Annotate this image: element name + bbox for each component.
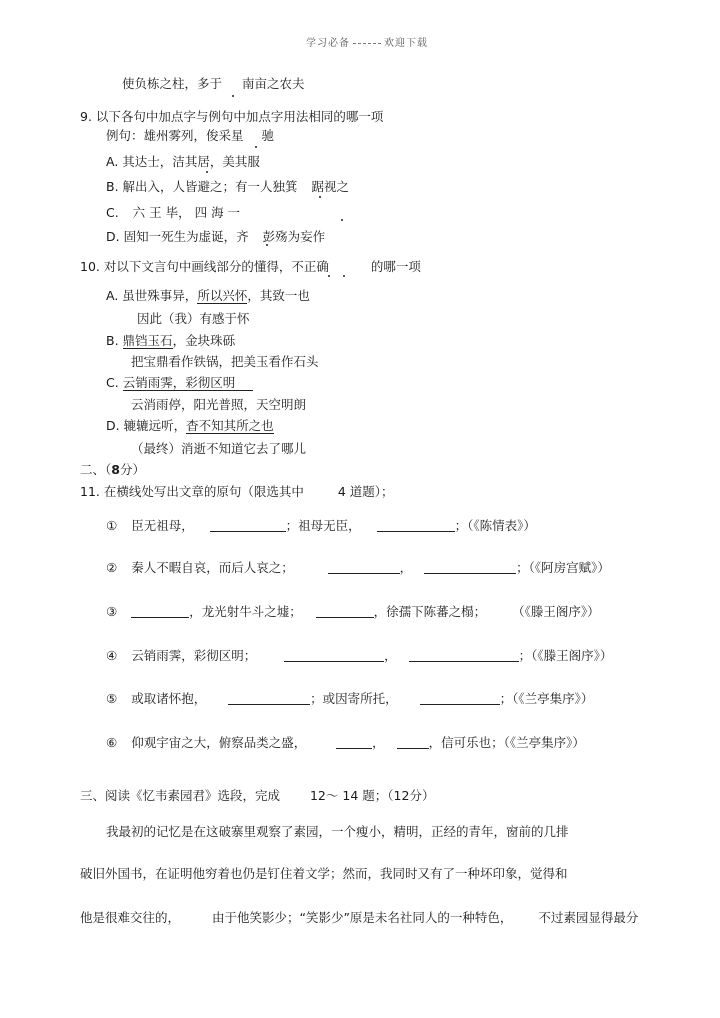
q11-count: 4 xyxy=(337,484,346,499)
option-letter: D. xyxy=(106,229,120,244)
q11-stem xyxy=(80,484,394,500)
q10-stem-text: 10. 对以下文言句中画线部分的懂得，不正确 xyxy=(80,259,329,274)
option-letter: A. xyxy=(106,154,119,169)
q10-option-b xyxy=(106,333,235,349)
q11-item-6 xyxy=(106,735,585,751)
q10-stem xyxy=(80,259,421,275)
section-points: 8 xyxy=(111,462,120,477)
underlined-phrase: 所以兴怀 xyxy=(197,288,248,303)
underlined-phrase: 杳不知其所之也 xyxy=(186,418,274,433)
emphasis-dot xyxy=(232,95,234,97)
section-title-text: 分） xyxy=(119,462,145,477)
option-text: ，其致一也 xyxy=(247,288,310,303)
passage-line-2: 破旧外国书，在证明他穷着也仍是钉住着文学；然而，我同时又有了一种坏印象，觉得和 xyxy=(80,866,568,881)
q9-example-keyword: 驰 xyxy=(261,128,274,143)
item-number: ③ xyxy=(106,604,118,619)
item-text: 秦人不暇自哀，而后人哀之； xyxy=(131,560,294,575)
answer-blank[interactable] xyxy=(131,605,189,618)
q11-item-2 xyxy=(106,560,610,576)
option-text: 其居，美其服 xyxy=(184,154,260,169)
q11-item-5 xyxy=(106,691,593,707)
option-text: ，金块珠砾 xyxy=(172,333,236,348)
answer-blank[interactable] xyxy=(228,692,310,705)
option-letter: D. xyxy=(106,418,120,433)
emphasis-dot xyxy=(266,244,268,246)
item-text: （《滕王阁序》） xyxy=(512,604,600,619)
option-letter: A. xyxy=(106,288,119,303)
q9-option-d xyxy=(106,229,325,245)
section-2-title xyxy=(80,462,145,478)
answer-blank[interactable] xyxy=(284,649,384,662)
option-text: 固知一死生为虚诞，齐 xyxy=(123,229,249,244)
q11-item-3 xyxy=(106,604,600,620)
item-text: ，信可乐也；（《兰亭集序》） xyxy=(428,735,585,750)
emphasis-dot xyxy=(319,196,321,198)
item-text: ， xyxy=(399,560,413,575)
emphasis-dot xyxy=(341,219,343,221)
top-line-part-a: 使负栋之柱，多于 xyxy=(122,76,223,91)
item-text: ；（《阿房宫赋》） xyxy=(516,560,610,575)
q10-option-d-explain: （最终）消逝不知道它去了哪儿 xyxy=(131,441,307,456)
item-text: 臣无祖母， xyxy=(131,518,194,533)
passage-text: 他是很难交往的， xyxy=(80,910,181,925)
answer-blank[interactable] xyxy=(316,605,374,618)
item-text: ；（《滕王阁序》） xyxy=(518,648,613,663)
section-title-text: 分） xyxy=(409,788,435,803)
answer-blank[interactable] xyxy=(420,692,500,705)
page-header xyxy=(306,36,428,52)
q10-option-c xyxy=(106,375,253,391)
section-title-text: 三、阅读《忆韦素园君》选段，完成 xyxy=(80,788,281,803)
item-text: 云销雨霁，彩彻区明； xyxy=(131,648,257,663)
q10-option-d xyxy=(106,418,274,434)
item-text: ，龙光射牛斗之墟； xyxy=(189,604,302,619)
item-number: ④ xyxy=(106,648,118,663)
item-number: ① xyxy=(106,518,118,533)
item-text: ，徐孺下陈蕃之榻； xyxy=(373,604,487,619)
q11-stem-text: 道题）； xyxy=(349,484,394,499)
option-text: 辘辘远听， xyxy=(123,418,187,433)
q9-option-c xyxy=(106,205,240,221)
q11-stem-text: 11. 在横线处写出文章的原句（限选其中 xyxy=(80,484,304,499)
item-text: ， xyxy=(384,648,397,663)
item-text: ；（《陈情表》） xyxy=(454,518,536,533)
option-letter: C. xyxy=(106,375,119,390)
underlined-phrase: 云销雨霁，彩彻区明 xyxy=(123,375,254,391)
answer-blank[interactable] xyxy=(409,649,519,662)
q9-option-a xyxy=(106,154,260,170)
answer-blank[interactable] xyxy=(336,736,372,749)
item-text: 或取诸怀抱， xyxy=(131,691,207,706)
emphasis-dot xyxy=(328,275,330,277)
passage-text: 由于他笑影少；“笑影少”原是未名社同人的一种特色， xyxy=(211,910,513,925)
option-text: 彭殇为妄作 xyxy=(262,229,326,244)
emphasis-dot xyxy=(255,146,257,148)
q9-stem: 9. 以下各句中加点字与例句中加点字用法相同的哪一项 xyxy=(80,109,384,124)
section-points: 12 xyxy=(393,788,410,803)
q10-option-b-explain: 把宝鼎看作铁锅，把美玉看作石头 xyxy=(131,354,319,369)
answer-blank[interactable] xyxy=(397,736,429,749)
q9-example xyxy=(106,128,274,144)
option-letter: B. xyxy=(106,179,119,194)
item-text: ， xyxy=(372,735,385,750)
option-letter: C. xyxy=(106,205,119,220)
answer-blank[interactable] xyxy=(328,561,400,574)
q9-option-b xyxy=(106,179,349,195)
q11-item-1 xyxy=(106,518,536,534)
item-text: ；祖母无臣， xyxy=(285,518,361,533)
q10-option-c-explain: 云消雨停，阳光普照，天空明朗 xyxy=(131,397,307,412)
emphasis-dot xyxy=(343,275,345,277)
option-letter: B. xyxy=(106,333,119,348)
section-3-title xyxy=(80,788,434,804)
section-title-text: 题；（ xyxy=(362,788,394,803)
header-left-text: 学习必备 xyxy=(306,38,350,49)
answer-blank[interactable] xyxy=(377,519,455,532)
option-text: 解出入，人皆避之；有一人独箕 xyxy=(122,179,298,194)
top-line-part-b: 南亩之农夫 xyxy=(241,76,305,91)
item-number: ② xyxy=(106,560,118,575)
header-right-text: 欢迎下载 xyxy=(384,38,428,49)
passage-line-3 xyxy=(80,910,638,926)
option-text: 虽世殊事异， xyxy=(122,288,198,303)
passage-line-1: 我最初的记忆是在这破寨里观察了素园，一个瘦小，精明，正经的青年，窗前的几排 xyxy=(106,824,569,839)
q10-stem-text: 的哪一项 xyxy=(370,259,421,274)
answer-blank[interactable] xyxy=(424,561,516,574)
q10-option-a xyxy=(106,288,310,304)
section-title-text: 二、（ xyxy=(80,462,112,477)
top-line xyxy=(122,76,305,92)
underlined-phrase: 鼎铛玉石 xyxy=(122,333,173,348)
item-number: ⑥ xyxy=(106,735,118,750)
option-text: 踞视之 xyxy=(311,179,350,194)
item-number: ⑤ xyxy=(106,691,118,706)
item-text: ；（《兰亭集序》） xyxy=(499,691,594,706)
item-text: ；或因寄所托， xyxy=(310,691,398,706)
q10-option-a-explain: 因此（我）有感于怀 xyxy=(137,311,250,326)
option-text: 其达士，洁 xyxy=(122,154,185,169)
question-range: 12～ 14 xyxy=(309,788,359,803)
q11-item-4 xyxy=(106,648,612,664)
q9-example-text: 例句：雄州雾列，俊采星 xyxy=(106,128,244,143)
passage-text: 不过素园显得最分 xyxy=(538,910,639,925)
emphasis-dot xyxy=(206,171,208,173)
item-text: 仰观宇宙之大，俯察品类之盛， xyxy=(131,735,307,750)
header-divider xyxy=(353,43,381,44)
option-text: 六 王 毕， 四 海 一 xyxy=(132,205,241,220)
answer-blank[interactable] xyxy=(210,519,286,532)
